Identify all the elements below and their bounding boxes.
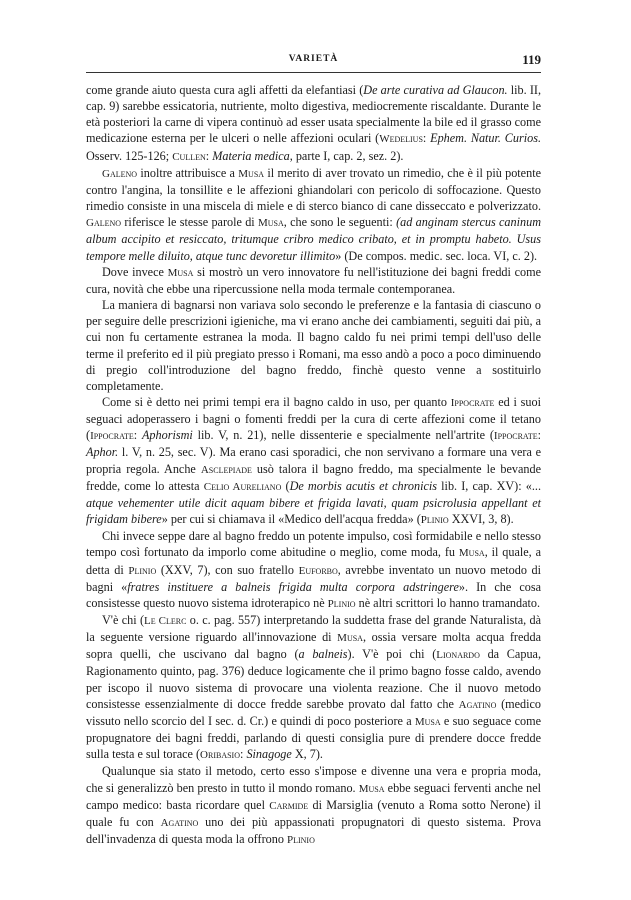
page-number: 119 xyxy=(522,52,541,67)
author-name: Ippocrate xyxy=(493,430,538,443)
italic-citation: Materia medica xyxy=(212,148,290,163)
italic-citation: De morbis acutis et chronicis xyxy=(289,478,438,493)
text-run: (medico vissuto nello scorcio del I sec. d. Cr.) e quindi di poco posteriore a xyxy=(86,696,542,728)
author-name: Agatino xyxy=(160,816,199,829)
italic-citation: fratres instituere a balneis frigida multa corpora adstringere xyxy=(127,579,459,594)
text-run: V'è chi ( xyxy=(102,613,144,627)
text-run: Qualunque sia stato il metodo, certo esso s'impose e divenne una vera e propria moda, che si generalizzò ben presto in tutto il mondo romano. xyxy=(86,764,541,795)
paragraph xyxy=(86,612,541,763)
author-name: Musa xyxy=(238,167,265,180)
text-run: : xyxy=(422,131,431,146)
text-run: ). V'è poi chi ( xyxy=(347,647,437,662)
text-run: ed i suoi seguaci adoperassero i bagni o fomenti freddi per la cura di certe affezioni come il tetano ( xyxy=(86,394,541,443)
text-run: : xyxy=(133,428,142,443)
text-run: (XXV, 7), con suo fratello xyxy=(156,562,299,577)
author-name: Agatino xyxy=(458,698,497,711)
text-run: lib. II, cap. 9) sarebbe essicatoria, nutriente, molto digestiva, mediocremente riscaldante. Durante le età posteriori la carne di vipera continuò ad esser usata specialmente la bile ed il grasso come medicazione esterna per le ulceri o nelle affezioni oculari ( xyxy=(86,83,541,146)
author-name: Plinio xyxy=(327,597,356,610)
text-run: Dove invece xyxy=(102,264,168,279)
author-name: Wedelius xyxy=(379,133,423,146)
text-run: La maniera di bagnarsi non variava solo secondo le preferenze e la fantasia di ciascuno o per seguire delle prescrizioni igieniche, ma vi erano anche dei cambiamenti, seguiti dai più, a cui non fu certamente estranea la moda. Il bagno caldo fu nei primi tempi dell'uso delle terme il preferito ed il più pregiato presso i Romani, ma esso andò a poco a poco diminuendo di pregio coll'introduzione del bagno freddo, finchè questo venne a sostituirlo completamente. xyxy=(86,298,541,393)
author-name: Musa xyxy=(414,715,441,728)
italic-citation: Aphorismi xyxy=(141,428,193,443)
paragraph xyxy=(86,394,541,528)
author-name: Musa xyxy=(337,632,363,645)
author-name: Celio Aureliano xyxy=(203,480,282,493)
paragraph xyxy=(86,297,541,394)
text-run: da Capua, Ragionamento quinto, pag. 376) deduce logicamente che il primo bagno fosse caldo, avendo per iscopo il nuovo sistema di provocare una violenta reazione. Che il nuovo metodo consistesse essenzialmente di docce fredde sarebbe provato dal fatto che xyxy=(86,647,541,711)
author-name: Euforbo xyxy=(298,564,338,577)
body-text xyxy=(86,82,541,848)
italic-citation: Ephem. Natur. Curios. xyxy=(430,131,542,146)
text-run: riferisce le stesse parole di xyxy=(121,215,258,230)
text-run: di Marsiglia (venuto a Roma sotto Nerone) il quale fu con xyxy=(86,797,542,829)
text-run: usò talora il bagno freddo, ma specialmente le bevande fredde, come lo attesta xyxy=(86,461,541,493)
paragraph xyxy=(86,264,541,297)
text-run: lib. I, cap. XV): «... xyxy=(437,478,541,493)
text-run: : xyxy=(240,747,247,762)
text-run: come grande aiuto questa cura agli affetti da elefantiasi ( xyxy=(86,83,364,97)
author-name: Musa xyxy=(167,266,194,279)
text-run: X, 7). xyxy=(291,747,323,762)
text-run: , ossia versare molta acqua fredda sopra quelli, che uscivano dal bagno ( xyxy=(86,630,541,662)
running-head xyxy=(86,52,541,70)
author-name: Musa xyxy=(358,782,385,795)
author-name: Plinio xyxy=(420,514,449,527)
author-name: Lionardo xyxy=(436,649,480,662)
paragraph xyxy=(86,528,541,612)
author-name: Galeno xyxy=(86,217,122,230)
text-run: » per cui si chiamava il «Medico dell'acqua fredda» ( xyxy=(161,512,421,527)
italic-citation: atque vehementer utile dicit aquam bibere et frigida lavati, quam psicrolusia appellant et frigidam bibere xyxy=(86,495,541,527)
text-run: Chi invece seppe dare al bagno freddo un potente impulso, così formidabile e nello stesso tempo così fortunato da imporlo come abitudine o meglio, come moda, fu xyxy=(86,529,541,560)
text-run: , parte I, cap. 2, sez. 2). xyxy=(289,148,404,163)
author-name: Musa xyxy=(258,217,284,230)
text-run: uno dei più appassionati propugnatori di questo sistema. Prova dell'invadenza di questa moda la offrono xyxy=(86,814,541,847)
paragraph xyxy=(86,763,541,848)
text-run: e suo seguace come propugnatore dei bagni freddi, parlando di questi consiglia pure di prendere docce fredde sulla testa e sul torace ( xyxy=(86,713,541,762)
text-run: , il quale, a detta di xyxy=(86,545,542,577)
text-run: nè altri scrittori lo hanno tramandato. xyxy=(355,595,541,610)
author-name: Ippocrate xyxy=(450,396,495,409)
text-run: » (De compos. medic. sec. loca. VI, c. 2). xyxy=(335,248,538,263)
text-run: ». In che cosa consistesse questo nuovo sistema idroterapico nè xyxy=(86,579,542,610)
text-run: ( xyxy=(281,478,290,493)
text-run: Come si è detto nei primi tempi era il bagno caldo in uso, per quanto xyxy=(102,394,451,409)
text-run: si mostrò un vero innovatore fu nell'istituzione dei bagni freddi come cura, novità che ebbe una ripercussione nella moda termale contemporanea. xyxy=(86,264,541,296)
text-run: ebbe seguaci ferventi anche nel campo medico: basta ricordare quel xyxy=(86,780,541,812)
author-name: Plinio xyxy=(128,564,157,577)
author-name: Oribasio xyxy=(200,749,240,762)
text-run: il merito di aver trovato un rimedio, che è il più potente contro l'angina, la tonsillite e le affezioni ghiandolari con pericolo di soffocazione. Questo rimedio consiste in una miscela di miele e di sterco bianco di cane disseccato e polverizzato. xyxy=(86,165,541,214)
italic-citation: De arte curativa ad Glaucon. xyxy=(363,83,508,97)
author-name: Musa xyxy=(458,547,485,560)
author-name: Le Clerc xyxy=(144,615,187,627)
italic-citation: (ad anginam stercus caninum album accipito et resiccato, tritumque cribro medico cribato, et in promptu habeto. Usus tempore melle diluito, atque tunc devoretur illimito xyxy=(86,215,541,263)
text-run: , avrebbe inventato un nuovo metodo di bagni « xyxy=(86,562,541,594)
header-rule xyxy=(86,72,541,73)
text-run: Osserv. 125-126; xyxy=(86,148,173,163)
paragraph xyxy=(86,165,541,264)
text-run: : xyxy=(537,428,541,443)
paragraph xyxy=(86,82,541,165)
text-run: lib. V, n. 21), nelle dissenterie e specialmente nell'artrite ( xyxy=(192,428,494,443)
text-run: , che sono le seguenti: xyxy=(283,215,397,230)
text-run: : xyxy=(205,148,213,163)
italic-citation: Sinagoge xyxy=(246,747,292,762)
text-run: o. c. pag. 557) interpretando la suddetta frase del grande Naturalista, dà la seguente versione riguardo all'innovazione di xyxy=(86,613,541,645)
author-name: Carmide xyxy=(269,799,309,812)
text-run: inoltre attribuisce a xyxy=(137,165,239,180)
author-name: Plinio xyxy=(286,834,315,847)
italic-citation: Aphor. xyxy=(86,445,119,460)
text-run: l. V, n. 25, sec. V). Ma erano casi sporadici, che non servivano a formare una vera e propria regola. Anche xyxy=(86,445,541,476)
author-name: Asclepiade xyxy=(200,463,252,476)
author-name: Ippocrate xyxy=(90,430,134,443)
italic-citation: a balneis xyxy=(298,647,348,662)
author-name: Cullen xyxy=(172,150,206,163)
running-title: VARIETÀ xyxy=(288,54,339,64)
author-name: Galeno xyxy=(102,167,138,180)
text-run: XXVI, 3, 8). xyxy=(448,512,514,527)
